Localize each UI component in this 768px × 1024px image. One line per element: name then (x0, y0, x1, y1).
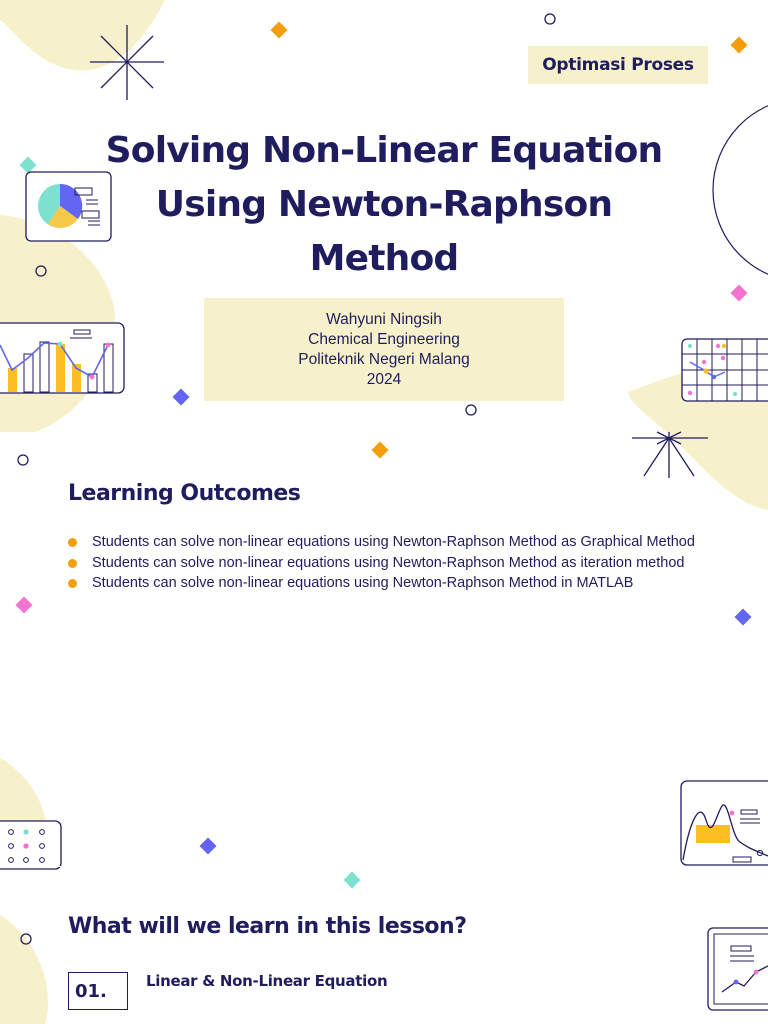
list-item (68, 553, 708, 574)
cream-blob-top-left (0, 0, 165, 70)
outcome-text: Students can solve non-linear equations using Newton-Raphson Method as Graphical Method (92, 534, 695, 550)
learning-outcomes-list (68, 532, 708, 594)
topic-label: Linear & Non-Linear Equation (146, 972, 388, 990)
course-tag: Optimasi Proses (528, 46, 708, 84)
page-title (84, 124, 684, 286)
author-card (204, 298, 564, 401)
list-item (68, 573, 708, 594)
list-item (68, 532, 708, 553)
lesson-heading: What will we learn in this lesson? (68, 914, 467, 939)
author-year: 2024 (366, 370, 402, 388)
outcome-text: Students can solve non-linear equations using Newton-Raphson Method as iteration method (92, 554, 685, 571)
learning-outcomes-heading: Learning Outcomes (68, 481, 301, 506)
author-department: Chemical Engineering (308, 330, 460, 348)
title-line: Method (309, 238, 459, 279)
title-line: Using Newton-Raphson (155, 184, 613, 225)
author-name: Wahyuni Ningsih (326, 310, 442, 328)
bullet-icon (68, 559, 77, 568)
title-line: Solving Non-Linear Equation (105, 130, 663, 171)
bar-chart-card-icon (0, 323, 124, 393)
author-institution: Politeknik Negeri Malang (298, 350, 470, 368)
bullet-icon (68, 579, 77, 588)
topic-number: 01. (68, 972, 128, 1010)
bullet-icon (68, 538, 77, 547)
dot-grid-card-icon (0, 821, 61, 869)
outcome-text: Students can solve non-linear equations using Newton-Raphson Method in MATLAB (92, 575, 634, 591)
large-ring (713, 98, 768, 282)
sparkle-icon-top-left (90, 25, 164, 100)
wave-chart-card-icon (681, 781, 768, 865)
line-chart-card-icon (708, 928, 768, 1010)
cream-blob-bottom-left (0, 915, 48, 1024)
grid-chart-card-icon (682, 339, 768, 401)
